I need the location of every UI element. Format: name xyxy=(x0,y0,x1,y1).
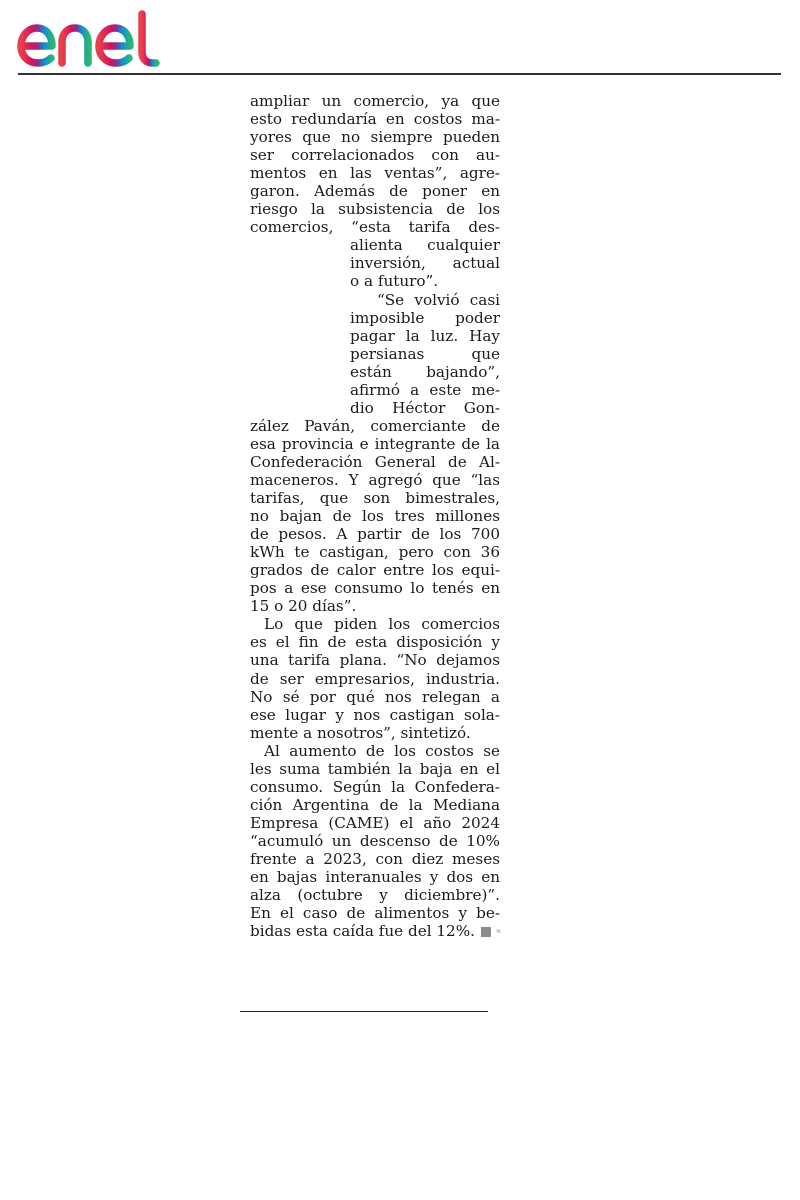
article-line: o a futuro”. xyxy=(350,272,439,291)
article-line: tarifas, que son bimestrales, xyxy=(250,489,500,508)
footer-rule xyxy=(240,1011,488,1012)
article-line: “Se volvió casi xyxy=(377,290,500,309)
article-line: inversión, actual xyxy=(350,254,500,273)
article-line: Confederación General de Al- xyxy=(250,452,500,471)
article-line: están bajando”, xyxy=(350,362,500,381)
article-line: dio Héctor Gon- xyxy=(350,398,500,417)
article-line: afirmó a este me- xyxy=(350,380,500,399)
article-line: ampliar un comercio, ya que xyxy=(250,92,500,110)
article-line: una tarifa plana. “No dejamos xyxy=(250,651,500,670)
article-line: Lo que piden los comercios xyxy=(264,615,500,634)
enel-logo xyxy=(16,8,176,72)
article-line: 15 o 20 días”. xyxy=(250,597,357,616)
article-line: mente a nosotros”, sintetizó. xyxy=(250,723,471,742)
article-line: no bajan de los tres millones xyxy=(250,507,500,526)
article-line: imposible poder xyxy=(350,308,500,327)
article-line: maceneros. Y agregó que “las xyxy=(250,470,500,489)
end-square-icon xyxy=(481,927,491,937)
article-line: garon. Además de poner en xyxy=(250,182,500,201)
article-line: comercios, “esta tarifa des- xyxy=(250,218,500,237)
article-line: ese lugar y nos castigan sola- xyxy=(250,705,500,724)
article-line: pagar la luz. Hay xyxy=(350,326,500,345)
article-column xyxy=(250,92,500,940)
article-line: En el caso de alimentos y be- xyxy=(250,904,500,923)
article-line: les suma también la baja en el xyxy=(250,759,500,778)
article-line: en bajas interanuales y dos en xyxy=(250,868,500,887)
article-line: “acumuló un descenso de 10% xyxy=(250,831,500,850)
article-line: ser correlacionados con au- xyxy=(250,146,500,165)
article-line: grados de calor entre los equi- xyxy=(250,561,500,580)
article-line: yores que no siempre pueden xyxy=(250,128,500,147)
article-line: mentos en las ventas”, agre- xyxy=(250,164,500,183)
header-rule xyxy=(18,73,781,75)
article-line: bidas esta caída fue del 12%. xyxy=(250,922,475,941)
article-line: alienta cualquier xyxy=(350,236,500,255)
article-line: Al aumento de los costos se xyxy=(264,741,500,760)
end-mark: ≋ xyxy=(495,928,500,936)
article-line: frente a 2023, con diez meses xyxy=(250,849,500,868)
article-line: Empresa (CAME) el año 2024 xyxy=(250,813,500,832)
article-line: es el fin de esta disposición y xyxy=(250,633,500,652)
article-line: consumo. Según la Confedera- xyxy=(250,777,500,796)
article-line: alza (octubre y diciembre)”. xyxy=(250,886,500,905)
article-line: zález Paván, comerciante de xyxy=(250,416,500,435)
article-line: riesgo la subsistencia de los xyxy=(250,200,500,219)
article-line: pos a ese consumo lo tenés en xyxy=(250,579,500,598)
article-line: esa provincia e integrante de la xyxy=(250,434,500,453)
article-last-line xyxy=(250,922,500,940)
article-line: esto redundaría en costos ma- xyxy=(250,110,500,129)
article-line: No sé por qué nos relegan a xyxy=(250,687,500,706)
article-line: persianas que xyxy=(350,344,500,363)
article-line: ción Argentina de la Mediana xyxy=(250,795,500,814)
article-line: de pesos. A partir de los 700 xyxy=(250,525,500,544)
article-line: de ser empresarios, industria. xyxy=(250,669,500,688)
article-line: kWh te castigan, pero con 36 xyxy=(250,543,500,562)
